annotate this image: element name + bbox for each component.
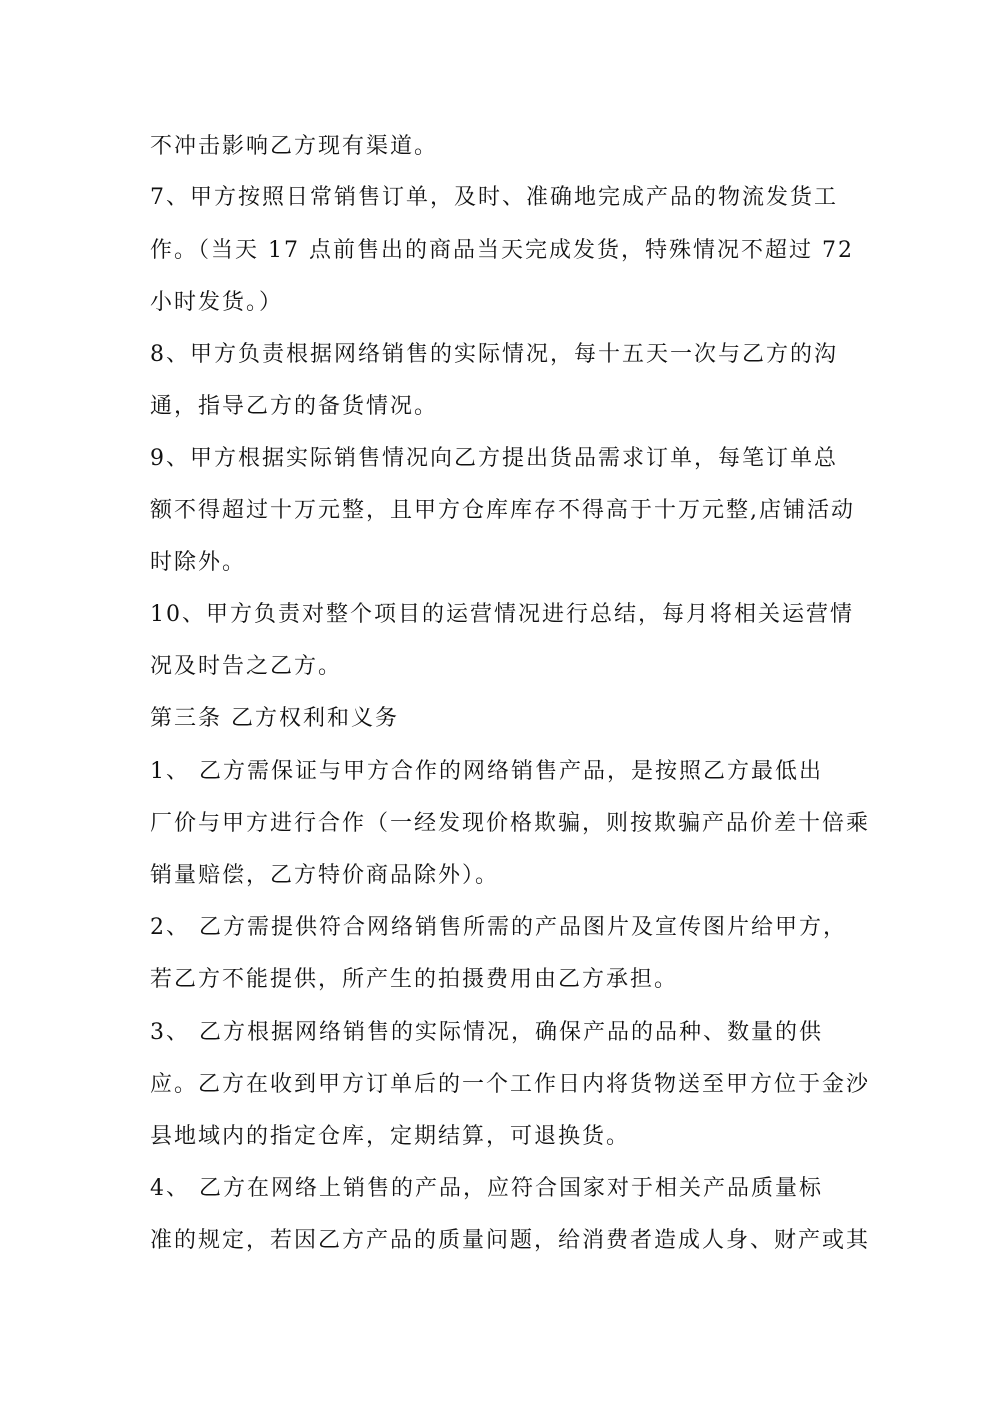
- text-line: 8、甲方负责根据网络销售的实际情况，每十五天一次与乙方的沟: [150, 342, 838, 367]
- text-line: 3、 乙方根据网络销售的实际情况，确保产品的品种、数量的供: [150, 1020, 823, 1045]
- text-line: 2、 乙方需提供符合网络销售所需的产品图片及宣传图片给甲方，: [150, 915, 847, 940]
- text-line: 准的规定，若因乙方产品的质量问题，给消费者造成人身、财产或其: [150, 1228, 871, 1253]
- text-line: 况及时告之乙方。: [150, 654, 343, 679]
- text-line: 销量赔偿，乙方特价商品除外）。: [150, 863, 500, 888]
- text-line: 若乙方不能提供，所产生的拍摄费用由乙方承担。: [150, 967, 679, 992]
- text-line: 4、 乙方在网络上销售的产品，应符合国家对于相关产品质量标: [150, 1176, 823, 1201]
- text-line: 作。（当天 17 点前售出的商品当天完成发货，特殊情况不超过 72: [150, 238, 854, 263]
- text-line: 1、 乙方需保证与甲方合作的网络销售产品，是按照乙方最低出: [150, 759, 823, 784]
- text-line: 10、甲方负责对整个项目的运营情况进行总结，每月将相关运营情: [150, 602, 854, 627]
- text-line: 厂价与甲方进行合作（一经发现价格欺骗，则按欺骗产品价差十倍乘: [150, 811, 871, 836]
- text-line: 不冲击影响乙方现有渠道。: [150, 134, 439, 159]
- text-line: 9、甲方根据实际销售情况向乙方提出货品需求订单，每笔订单总: [150, 446, 838, 471]
- text-line: 小时发货。）: [150, 290, 284, 315]
- text-line: 县地域内的指定仓库，定期结算，可退换货。: [150, 1124, 631, 1149]
- text-line: 额不得超过十万元整，且甲方仓库库存不得高于十万元整,店铺活动: [150, 498, 855, 523]
- text-line: 7、甲方按照日常销售订单，及时、准确地完成产品的物流发货工: [150, 185, 838, 210]
- section-heading: 第三条 乙方权利和义务: [150, 706, 399, 731]
- text-line: 应。乙方在收到甲方订单后的一个工作日内将货物送至甲方位于金沙: [150, 1072, 871, 1097]
- text-line: 通，指导乙方的备货情况。: [150, 394, 439, 419]
- text-line: 时除外。: [150, 550, 247, 575]
